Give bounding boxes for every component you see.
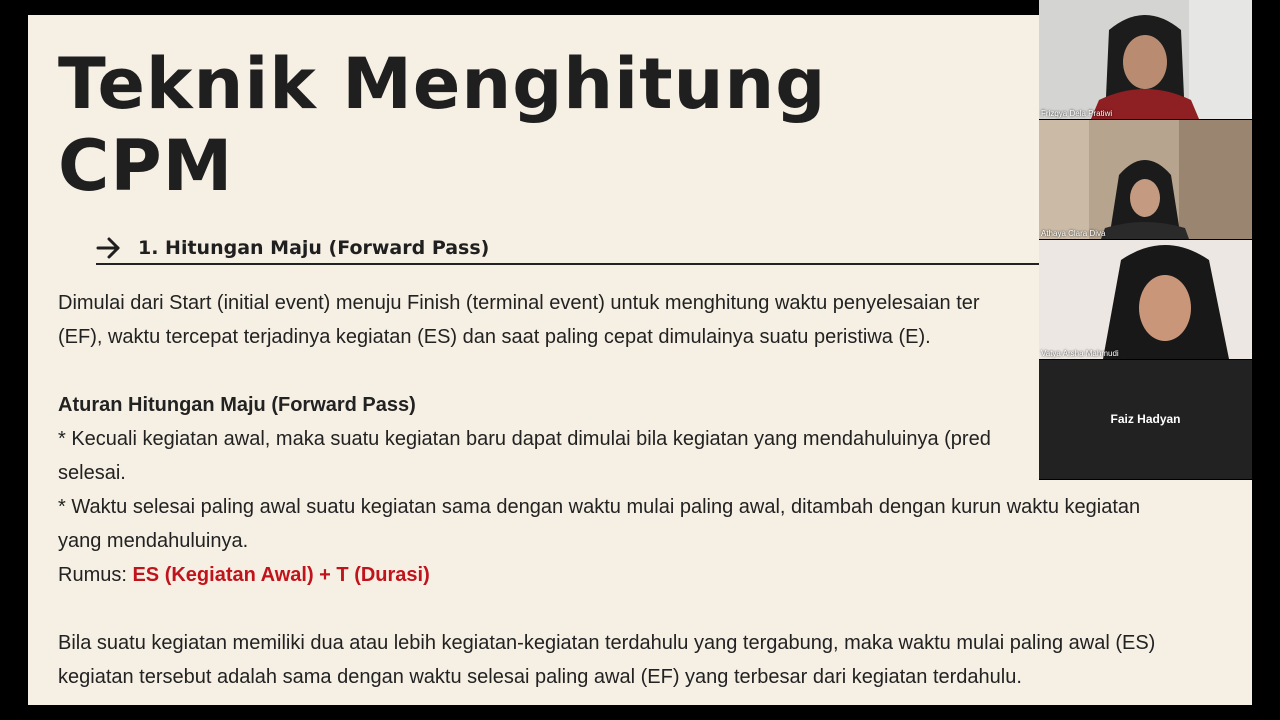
participant-video-tile[interactable]: [1039, 240, 1252, 359]
arrow-right-icon: [96, 236, 122, 260]
paragraph-2-line-2: kegiatan tersebut adalah sama dengan waktu selesai paling awal (EF) yang terbesar dari kegiatan terdahulu.: [58, 666, 1022, 688]
formula-label: Rumus:: [58, 564, 133, 586]
participant-video-tile[interactable]: [1039, 120, 1252, 239]
slide-title-line-1: Teknik Menghitung: [58, 43, 827, 125]
participant-name: Vatya Arsha Mahmudi: [1041, 349, 1119, 358]
participant-name: Faiz Hadyan: [1110, 412, 1181, 426]
rule-2-line-2: yang mendahuluinya.: [58, 530, 249, 552]
section-title: 1. Hitungan Maju (Forward Pass): [138, 237, 490, 259]
participant-video-icon: [1039, 240, 1252, 359]
formula-line: [58, 558, 1238, 592]
paragraph-2-line-1: Bila suatu kegiatan memiliki dua atau lebih kegiatan-kegiatan terdahulu yang tergabung, maka waktu mulai paling awal (ES): [58, 632, 1156, 654]
section-heading: [96, 235, 1056, 265]
rules-heading: Aturan Hitungan Maju (Forward Pass): [58, 394, 416, 416]
rule-2-line-1: * Waktu selesai paling awal suatu kegiatan sama dengan waktu mulai paling awal, ditambah dengan kurun waktu kegiatan: [58, 496, 1141, 518]
rule-1-line-1: * Kecuali kegiatan awal, maka suatu kegiatan baru dapat dimulai bila kegiatan yang mendahuluinya (pred: [58, 428, 991, 450]
participant-panel: [1039, 0, 1252, 480]
participant-name: Frizqya Dela Pratiwi: [1041, 109, 1113, 118]
slide-title-line-2: CPM: [58, 125, 234, 207]
participant-video-icon: [1039, 0, 1252, 119]
rule-1-line-2: selesai.: [58, 462, 126, 484]
blank-line: [58, 592, 1238, 626]
participant-video-icon: [1039, 120, 1252, 239]
paragraph-1-line-2: (EF), waktu tercepat terjadinya kegiatan (ES) dan saat paling cepat dimulainya suatu peristiwa (E).: [58, 326, 931, 348]
participant-video-tile[interactable]: [1039, 0, 1252, 119]
paragraph-1-line-1: Dimulai dari Start (initial event) menuju Finish (terminal event) untuk menghitung waktu penyelesaian ter: [58, 292, 980, 314]
participant-name: Athaya Clara Diva: [1041, 229, 1106, 238]
formula-value: ES (Kegiatan Awal) + T (Durasi): [132, 564, 430, 586]
slide-title: [58, 43, 1018, 207]
participant-video-tile[interactable]: [1039, 360, 1252, 479]
